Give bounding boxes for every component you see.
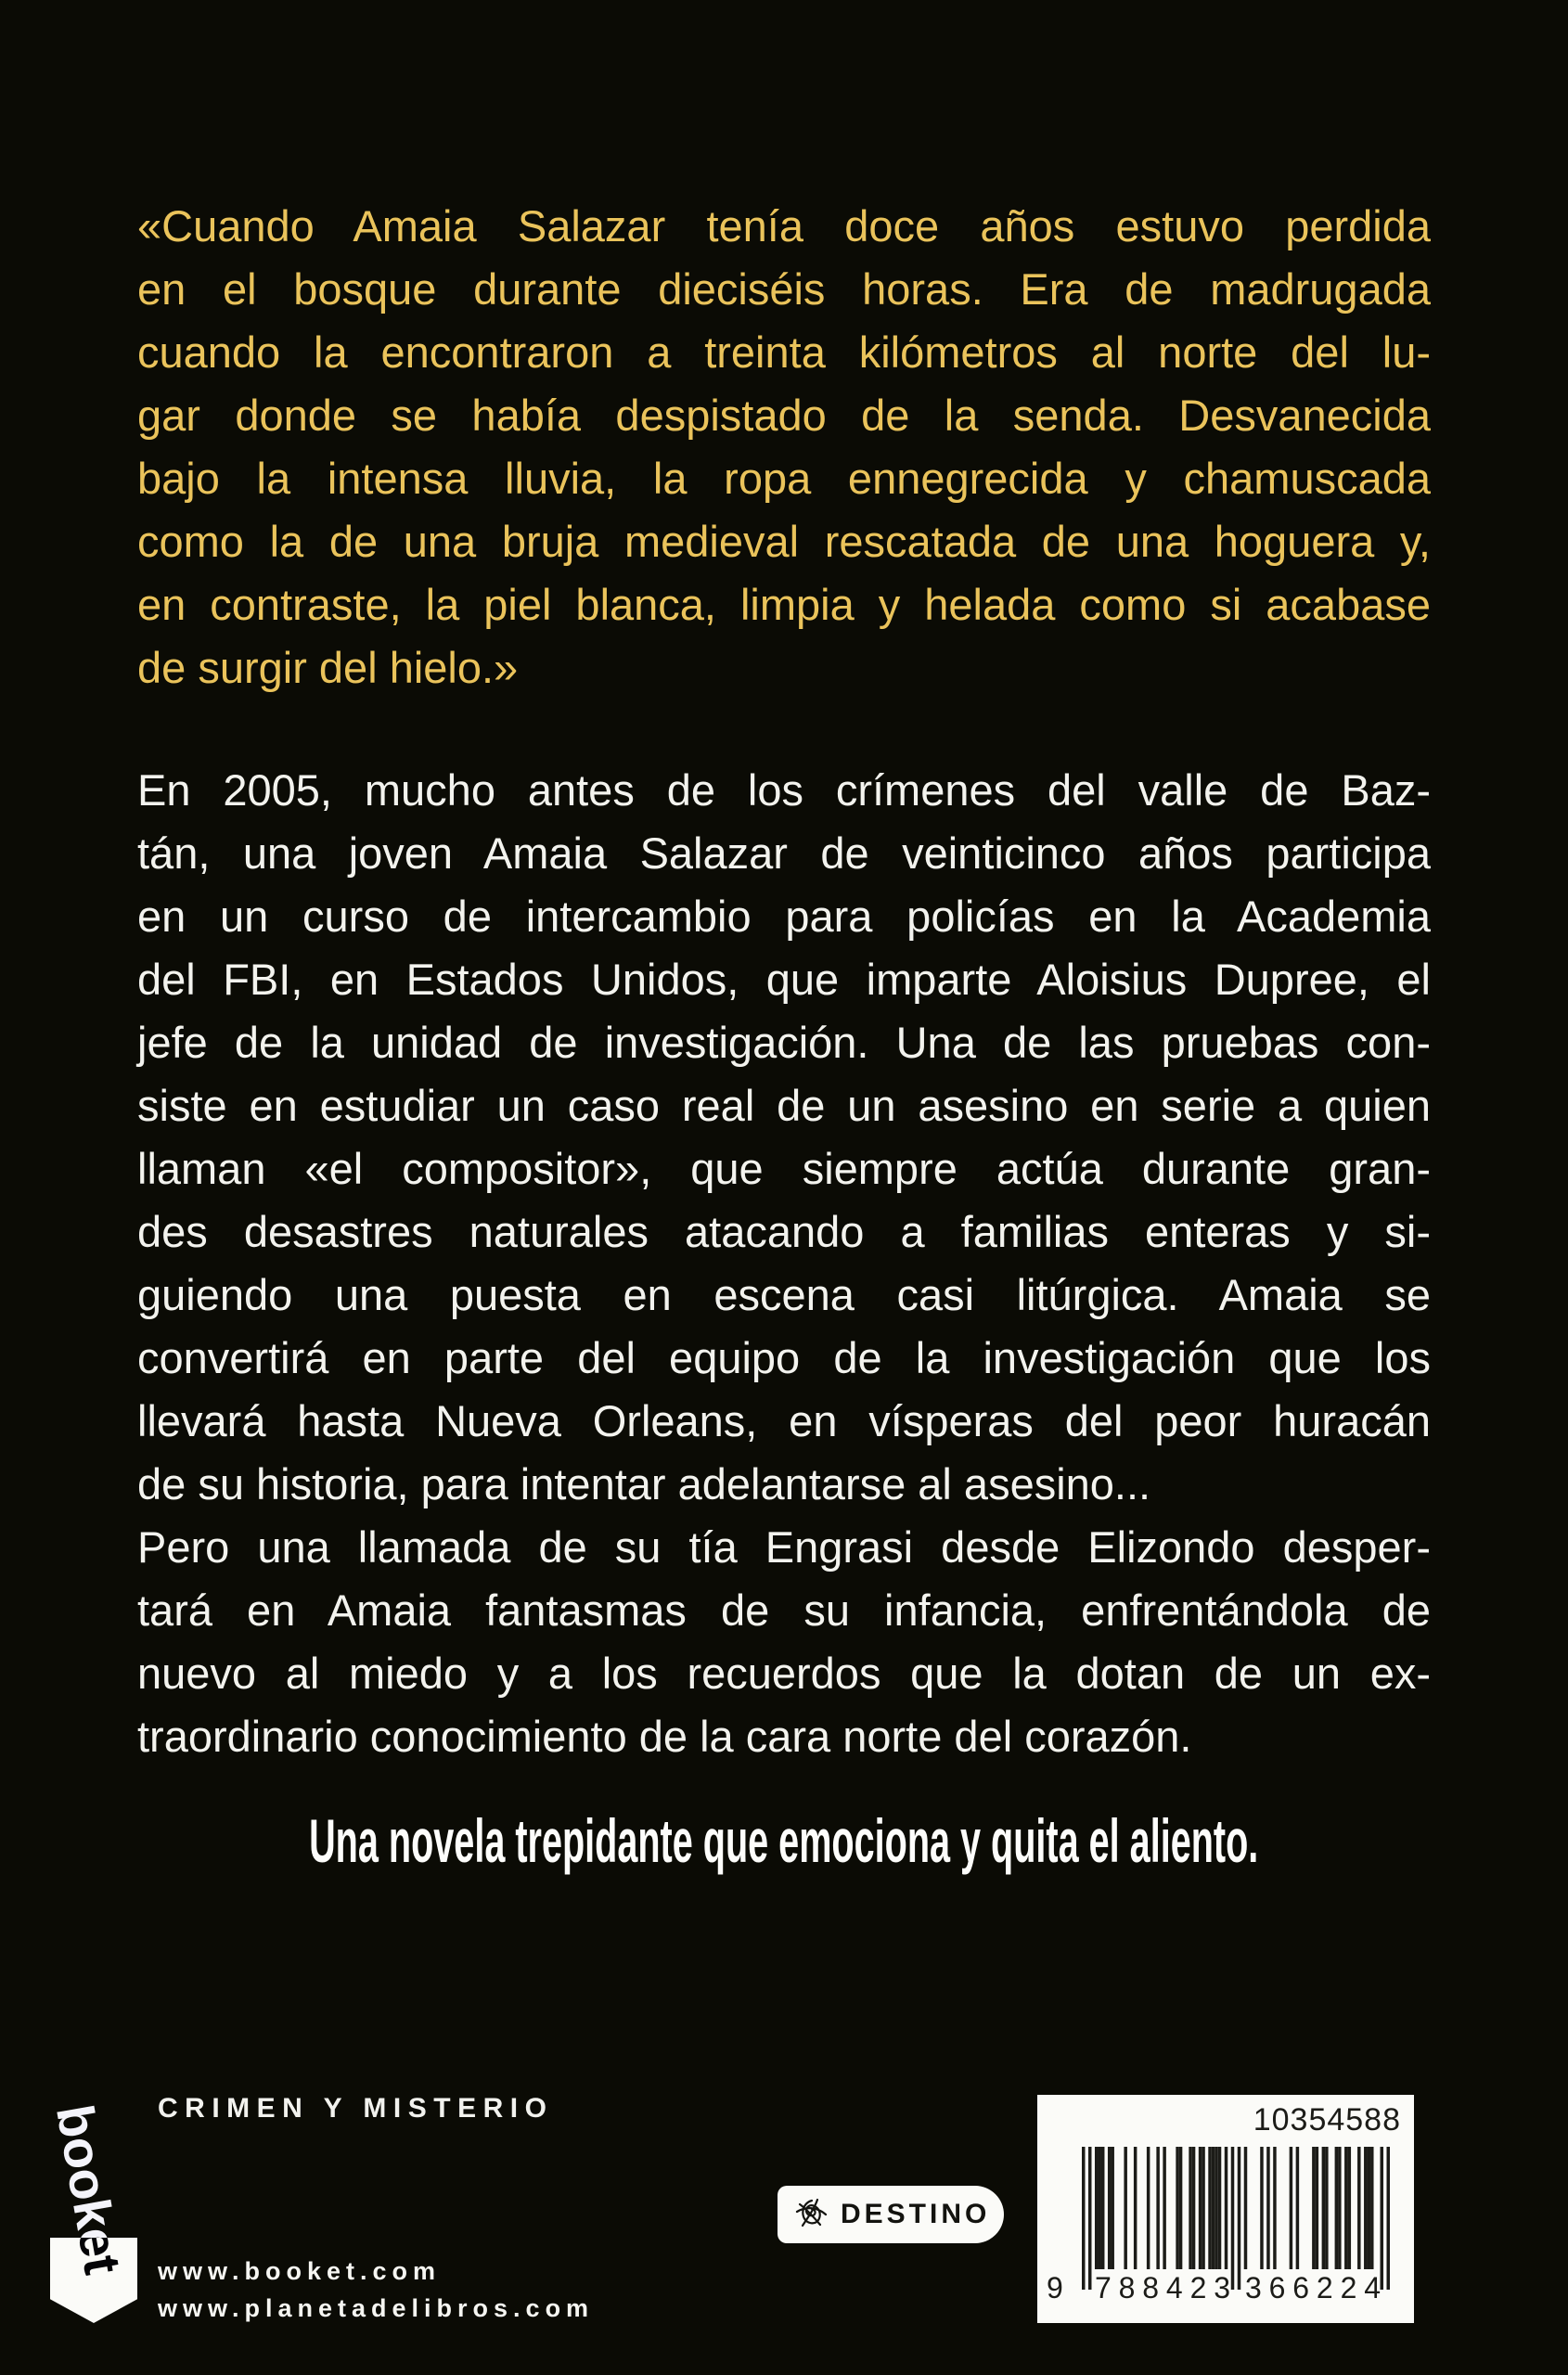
text-line: del FBI, en Estados Unidos, que imparte Aloisius Dupree, el <box>137 955 1431 1004</box>
text-line: cuando la encontraron a treinta kilómetros al norte del lu- <box>137 327 1431 377</box>
isbn-first-digit: 9 <box>1047 2271 1063 2304</box>
text-line: nuevo al miedo y a los recuerdos que la dotan de un ex- <box>137 1649 1431 1698</box>
ean13-barcode-icon <box>1082 2147 1390 2290</box>
text-line: «Cuando Amaia Salazar tenía doce años estuvo perdida <box>137 201 1431 250</box>
booket-logo-text: booket <box>45 2100 133 2279</box>
text-line: llevará hasta Nueva Orleans, en vísperas del peor huracán <box>137 1396 1431 1445</box>
text-line: En 2005, mucho antes de los crímenes del valle de Baz- <box>137 765 1431 815</box>
isbn-digit: 8 <box>1118 2271 1136 2304</box>
text-line: gar donde se había despistado de la senda. Desvanecida <box>137 391 1431 440</box>
isbn-digit: 3 <box>1245 2271 1262 2304</box>
isbn-digit: 7 <box>1095 2271 1112 2304</box>
isbn-digit: 8 <box>1142 2271 1160 2304</box>
text-line: tán, una joven Amaia Salazar de veinticinco años participa <box>137 828 1431 878</box>
tagline: Una novela trepidante que emociona y quita el aliento. <box>309 1806 1259 1875</box>
text-line: de surgir del hielo.» <box>137 643 519 692</box>
isbn-right-group <box>1245 2271 1381 2305</box>
collection-label: CRIMEN Y MISTERIO <box>158 2093 554 2124</box>
booket-logo <box>46 2099 150 2327</box>
isbn-digit: 2 <box>1189 2271 1207 2304</box>
booket-url: www.booket.com <box>158 2257 442 2285</box>
quote-paragraph <box>137 195 1431 700</box>
planetadelibros-url: www.planetadelibros.com <box>158 2294 595 2322</box>
text-line: en contraste, la piel blanca, limpia y helada como si acabase <box>137 580 1431 629</box>
text-line: en el bosque durante dieciséis horas. Era de madrugada <box>137 264 1431 314</box>
isbn-digit: 2 <box>1316 2271 1333 2304</box>
isbn-digit: 4 <box>1364 2271 1381 2304</box>
destino-badge <box>778 2186 1004 2243</box>
destino-scribble-icon <box>792 2196 829 2233</box>
isbn-digit: 3 <box>1214 2271 1230 2304</box>
barcode-box <box>1037 2095 1414 2323</box>
isbn-digit: 6 <box>1268 2271 1286 2304</box>
destino-logo-text: DESTINO <box>841 2199 991 2229</box>
product-code: 10354588 <box>1253 2102 1401 2138</box>
synopsis-paragraph <box>137 759 1431 1768</box>
text-line: en un curso de intercambio para policías en la Academia <box>137 892 1431 941</box>
tagline-row <box>0 1805 1568 1876</box>
text-line: Pero una llamada de su tía Engrasi desde Elizondo desper- <box>137 1522 1431 1572</box>
text-line: convertirá en parte del equipo de la investigación que los <box>137 1333 1431 1382</box>
text-line: des desastres naturales atacando a familias enteras y si- <box>137 1207 1431 1256</box>
text-line: traordinario conocimiento de la cara norte del corazón. <box>137 1712 1192 1761</box>
text-line: de su historia, para intentar adelantarse al asesino... <box>137 1459 1151 1508</box>
publisher-urls <box>158 2253 594 2327</box>
text-line: bajo la intensa lluvia, la ropa ennegrecida y chamuscada <box>137 454 1431 503</box>
text-line: tará en Amaia fantasmas de su infancia, enfrentándola de <box>137 1585 1431 1635</box>
text-line: guiendo una puesta en escena casi litúrgica. Amaia se <box>137 1270 1431 1319</box>
isbn-digit: 4 <box>1165 2271 1183 2304</box>
isbn-digit: 6 <box>1292 2271 1310 2304</box>
isbn-left-group <box>1095 2271 1230 2305</box>
isbn-digit: 2 <box>1340 2271 1357 2304</box>
text-line: siste en estudiar un caso real de un asesino en serie a quien <box>137 1081 1431 1130</box>
text-line: jefe de la unidad de investigación. Una de las pruebas con- <box>137 1018 1431 1067</box>
text-line: como la de una bruja medieval rescatada de una hoguera y, <box>137 517 1431 566</box>
text-line: llaman «el compositor», que siempre actúa durante gran- <box>137 1144 1431 1193</box>
